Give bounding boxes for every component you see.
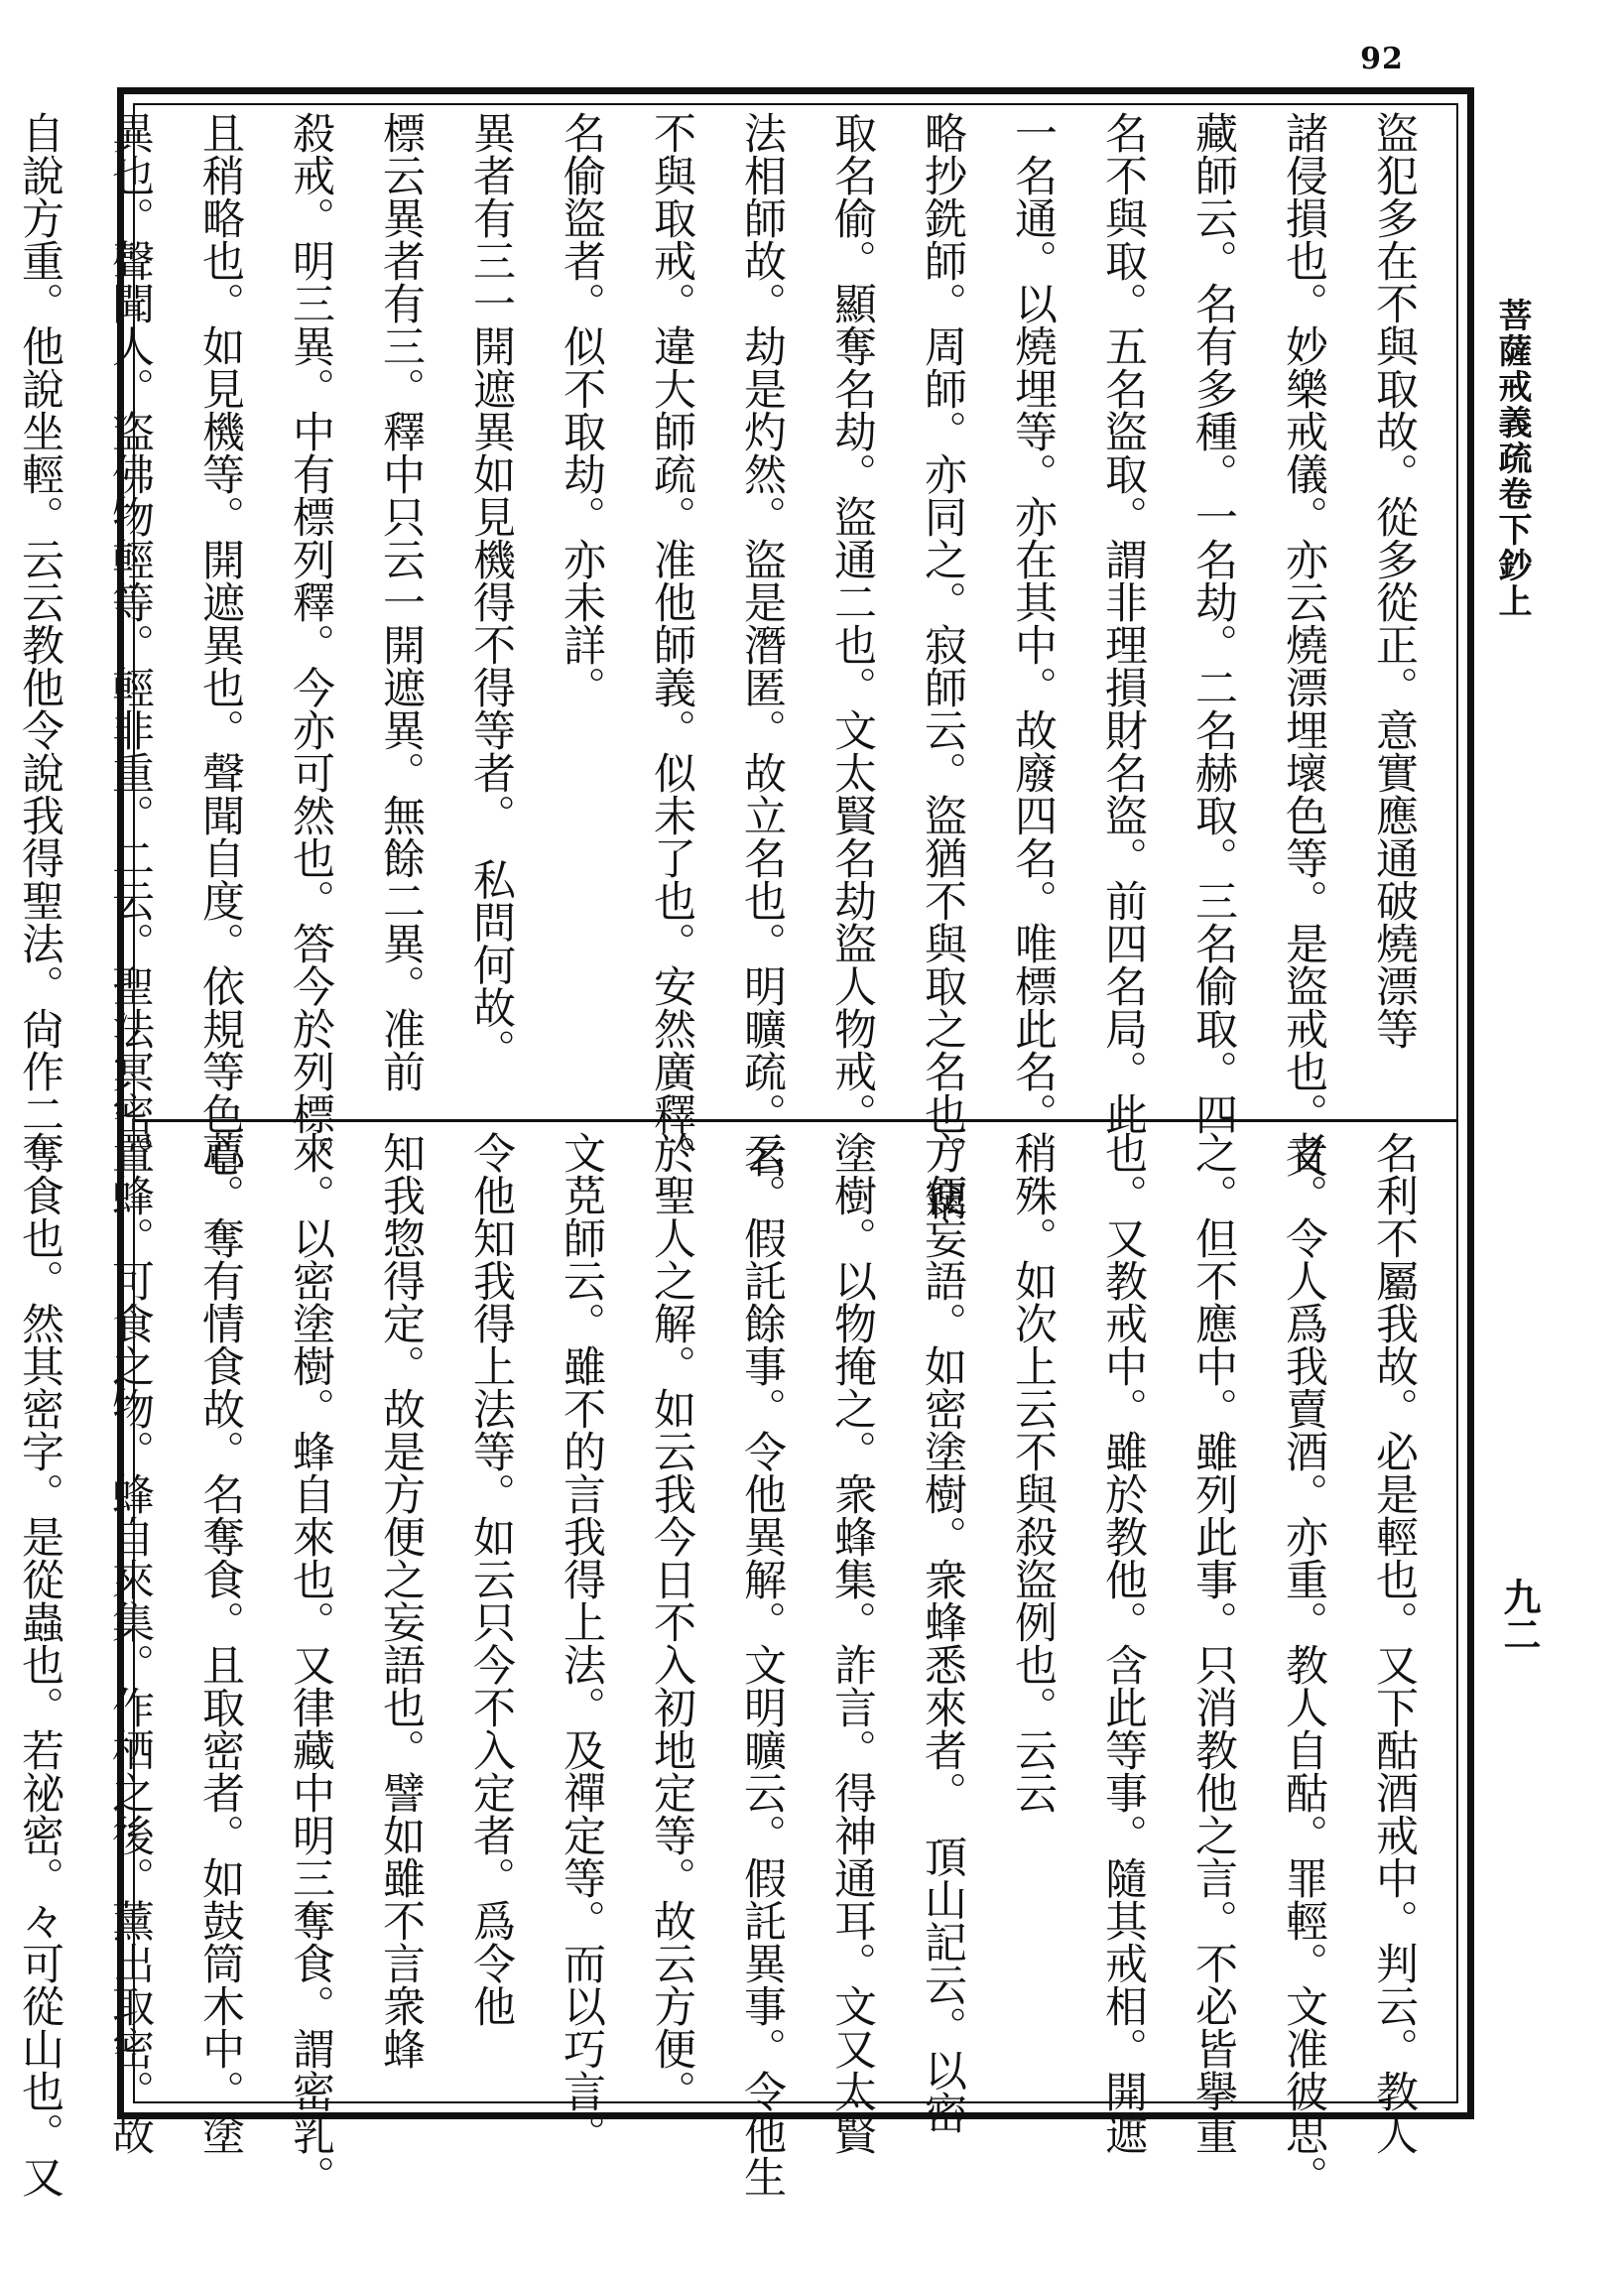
text-column: 知我惣得定。故是方便之妄語也。譬如雖不言衆蜂: [376, 1131, 426, 2070]
folio-number: 九二: [1497, 1578, 1542, 1653]
bottom-text-panel: [15, 1131, 1438, 2198]
text-column: 一名通。以燒埋等。亦在其中。故廢四名。唯標此名。: [1008, 111, 1058, 1135]
text-column: 異者有三一開遮異如見機得不得等者。 私問何故。: [466, 111, 516, 1072]
text-column: 奪食也。然其密字。是從蟲也。若祕密。々可從山也。又: [15, 1131, 64, 2198]
text-column: 藏師云。名有多種。一名劫。二名赫取。三名偷取。四: [1188, 111, 1238, 1135]
text-column: 異也。聲聞人。盜佛物輕等。輕非重。二云。聖法冥密。: [105, 111, 155, 1178]
text-column: 令他知我得上法等。如云只今不入定者。爲令他: [466, 1131, 516, 2027]
text-column: 自說方重。他說坐輕。云云教他令說我得聖法。尙作二: [15, 111, 64, 1135]
text-column: 之。但不應中。雖列此事。只消教他之言。不必皆擧重: [1188, 1131, 1238, 2155]
text-column: 略抄銑師。周師。亦同之。寂師云。盜猶不與取之名也。竊: [918, 111, 967, 1220]
text-column: 也。又教戒中。雖於教他。含此等事。隨其戒相。開遮: [1098, 1131, 1148, 2155]
text-column: 蕈。奪有情食故。名奪食。且取密者。如鼓筒木中。塗: [195, 1131, 245, 2155]
text-column: 來。以密塗樹。蜂自來也。又律藏中明三奪食。謂密乳。: [286, 1131, 335, 2198]
text-column: 置蜂。可食之物。蜂自來集。作栖之後。薰出取密。故: [105, 1131, 155, 2155]
text-column: 且稍略也。如見機等。開遮異也。聲聞自度。依規等色心: [195, 111, 245, 1178]
text-column: 方便妄語。如密塗樹。衆蜂悉來者。 頂山記云。以密: [918, 1131, 967, 2134]
text-column: 名偷盜者。似不取劫。亦未詳。: [557, 111, 606, 708]
text-column: 諸侵損也。妙樂戒儀。亦云燒漂埋壞色等。是盜戒也。又: [1279, 111, 1328, 1178]
text-column: 名不與取。五名盜取。謂非理損財名盜。前四名局。此: [1098, 111, 1148, 1135]
text-column: 文莌師云。雖不的言我得上法。及禪定等。而以巧言。: [557, 1131, 606, 2155]
text-column: 稍殊。如次上云不與殺盜例也。云云: [1008, 1131, 1058, 1814]
text-column: 不與取戒。違大師疏。准他師義。似未了也。安然廣釋。: [647, 111, 696, 1178]
running-title: 菩薩戒義疏卷下鈔上: [1492, 298, 1532, 619]
page-number: 92: [1360, 42, 1404, 76]
text-column: 取名偷。顯奪名劫。盜通二也。文太賢名劫盜人物戒。: [827, 111, 877, 1135]
text-column: 者。令人爲我賣酒。亦重。教人自酤。罪輕。文准彼思。: [1279, 1131, 1328, 2198]
text-column: 塗樹。以物掩之。衆蜂集。詐言。得神通耳。文又太賢: [827, 1131, 877, 2155]
text-column: 殺戒。明三異。中有標列釋。今亦可然也。答今於列標。: [286, 111, 335, 1178]
text-column: 於聖人之解。如云我今日不入初地定等。故云方便。: [647, 1131, 696, 2112]
text-column: 盜犯多在不與取故。從多從正。意實應通破燒漂等: [1369, 111, 1419, 1050]
text-column: 法相師故。劫是灼然。盜是潛匿。故立名也。明曠疏。名: [737, 111, 787, 1178]
text-column: 名利不屬我故。必是輕也。又下酤酒戒中。判云。教人: [1369, 1131, 1419, 2155]
text-column: 云。假託餘事。令他異解。文明曠云。假託異事。令他生: [737, 1131, 787, 2198]
text-column: 標云異者有三。釋中只云一開遮異。無餘二異。准前: [376, 111, 426, 1092]
top-text-panel: [15, 111, 1438, 1220]
